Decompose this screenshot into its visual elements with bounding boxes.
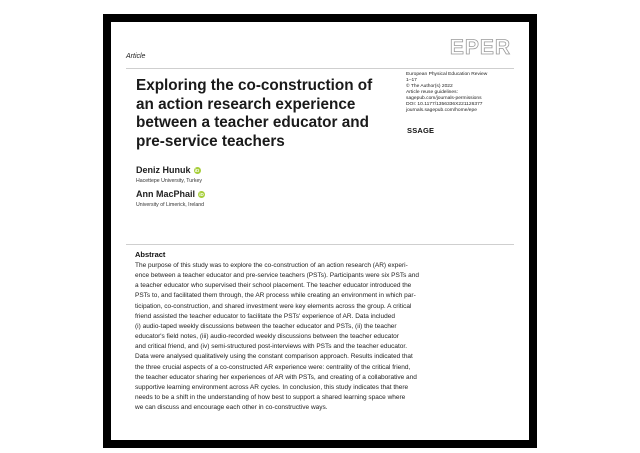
abstract-line: educator's field notes, (iii) audio-recorded weekly discussions between the teacher educator bbox=[135, 333, 399, 341]
page-range: 1–17 bbox=[406, 78, 417, 83]
publisher-logo: SSAGE bbox=[407, 126, 435, 135]
author-name bbox=[136, 165, 201, 175]
journal-metadata bbox=[406, 72, 521, 114]
abstract-line: we can discuss and encourage each other in co-constructive ways. bbox=[135, 404, 328, 412]
reuse-label: Article reuse guidelines: bbox=[406, 90, 458, 95]
orcid-icon[interactable]: iD bbox=[194, 168, 200, 174]
abstract-body bbox=[135, 261, 507, 413]
article-title bbox=[136, 77, 406, 151]
title-line: pre-service teachers bbox=[136, 132, 285, 150]
author-name-text: Deniz Hunuk bbox=[136, 165, 191, 175]
abstract-line: a teacher educator who supervised their school placement. The teacher educator introduced the bbox=[135, 282, 412, 290]
article-type-label: Article bbox=[126, 53, 146, 60]
orcid-icon[interactable]: iD bbox=[199, 192, 204, 198]
abstract-line: ence between a teacher educator and pre-service teachers (PSTs). Participants were six PSTs and bbox=[135, 272, 419, 280]
copyright: © The Author(s) 2022 bbox=[406, 84, 453, 89]
abstract-line: needs to be a shift in the understanding of how best to support a shared learning space where bbox=[135, 394, 406, 402]
permissions-link[interactable]: sagepub.com/journals-permissions bbox=[406, 96, 482, 101]
abstract-line: Data were analysed qualitatively using the constant comparison approach. Results indicated that bbox=[135, 353, 413, 361]
abstract-line: PSTs to, and facilitated them through, the AR process while creating an environment in which par- bbox=[135, 292, 416, 300]
abstract-line: and critical friend, and (iv) semi-structured post-interviews with PSTs and the teacher educator. bbox=[135, 343, 408, 351]
abstract-line: friend assisted the teacher educator to facilitate the PSTs' experience of AR. Data included bbox=[135, 312, 395, 320]
abstract-line: ticipation, co-construction, and shared investment were key elements across the group. A critical bbox=[135, 302, 412, 310]
image-frame bbox=[103, 14, 537, 448]
abstract-line: the three crucial aspects of a co-constructed AR experience were: centrality of the critical friend, bbox=[135, 363, 411, 371]
title-line: Exploring the co-construction of bbox=[136, 77, 373, 94]
doi[interactable]: DOI: 10.1177/1356336X221126377 bbox=[406, 102, 483, 107]
article-page bbox=[111, 22, 529, 440]
abstract-line: The purpose of this study was to explore the co-construction of an action research (AR) experi- bbox=[135, 262, 408, 269]
title-line: between a teacher educator and bbox=[136, 114, 369, 131]
section-divider bbox=[126, 244, 514, 245]
author-affiliation: Hacettepe University, Turkey bbox=[136, 178, 202, 184]
title-line: an action research experience bbox=[136, 95, 356, 113]
abstract-heading: Abstract bbox=[135, 250, 166, 259]
abstract-line: the teacher educator sharing her experiences of AR with PSTs, and creating of a collaborative and bbox=[135, 373, 417, 381]
journal-name: European Physical Education Review bbox=[406, 72, 488, 77]
abstract-line: supportive learning environment across AR cycles. In conclusion, this study indicates that there bbox=[135, 383, 409, 391]
abstract-line: (i) audio-taped weekly discussions between the teacher educator and PSTs, (ii) the teacher bbox=[135, 322, 397, 330]
journal-homepage-link[interactable]: journals.sagepub.com/home/epe bbox=[406, 108, 477, 113]
author-affiliation: University of Limerick, Ireland bbox=[136, 202, 205, 208]
author-name-text: Ann MacPhail bbox=[136, 189, 196, 199]
header-divider bbox=[126, 68, 514, 69]
journal-logo: EPER bbox=[449, 36, 511, 59]
author-name bbox=[136, 189, 205, 199]
